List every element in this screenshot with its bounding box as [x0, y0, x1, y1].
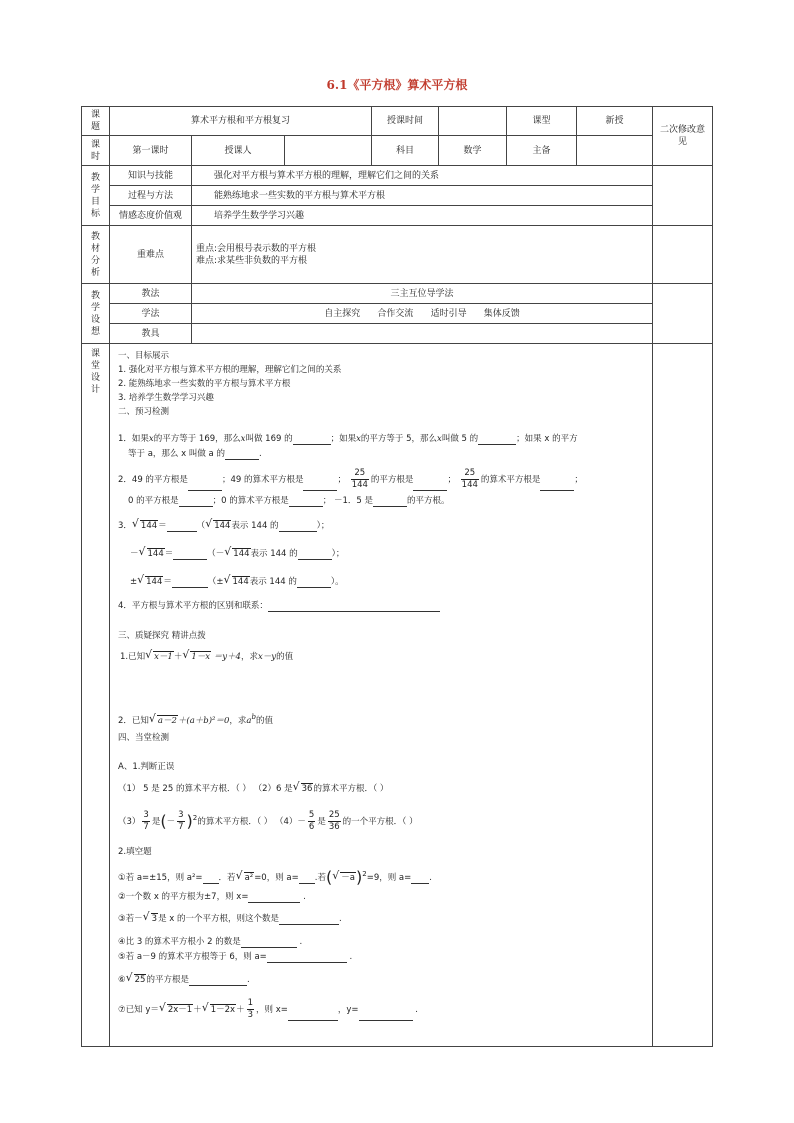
topic-label: 课 题: [82, 107, 110, 136]
period-label: 课 时: [82, 136, 110, 166]
part-a-1-title: A、1.判断正误: [118, 762, 175, 772]
goal-key-1: 知识与技能: [110, 166, 192, 186]
example-2: 2．已知√ a－2＋(a＋b)²＝0，求$a^b$的值: [118, 711, 273, 727]
analysis-label: 教 材 分 析: [82, 226, 110, 284]
section-3-title: 三、质疑探究 精讲点拨: [118, 631, 206, 641]
answer-blank[interactable]: [279, 915, 339, 925]
study-value: 自主探究 合作交流 适时引导 集体反馈: [192, 304, 653, 324]
goal-value-1: 强化对平方根与算术平方根的理解，理解它们之间的关系: [192, 166, 653, 186]
question-1: 1．如果x的平方等于 169，那么x叫做 169 的 ；如果x的平方等于 5，那么x叫做 5 的 ；如果 x 的平方: [118, 434, 578, 444]
answer-blank[interactable]: [167, 522, 197, 532]
fill-2: ②一个数 x 的平方根为±7，则 x= .: [118, 892, 306, 902]
answer-blank[interactable]: [189, 976, 247, 986]
type-label: 课型: [507, 107, 577, 136]
goal-value-3: 培养学生数学学习兴趣: [192, 206, 653, 226]
fill-6: ⑥√ 25的平方根是 .: [118, 974, 250, 986]
question-2: 2．49 的平方根是 ；49 的算术平方根是 ； $\frac{25}{144}$ 的平方根是 ； $\frac{25}{144}$ 的算术平方根是 ；: [118, 468, 583, 490]
answer-blank[interactable]: [173, 550, 207, 560]
fill-4: ④比 3 的算术平方根小 2 的数是 .: [118, 937, 303, 947]
question-3b: －√ 144＝ （－√ 144表示 144 的 ）；: [130, 548, 344, 560]
answer-blank[interactable]: [179, 497, 213, 507]
lesson-plan-table: [81, 106, 713, 1047]
fill-7: ⑦已知 y＝√ 2x－1＋√ 1－2x＋ $\frac{1}{3}$ ，则 x= ，y= .: [118, 998, 418, 1021]
tool-value: [192, 324, 653, 344]
goal-value-2: 能熟练地求一些实数的平方根与算术平方根: [192, 186, 653, 206]
goal-line-1: 1. 强化对平方根与算术平方根的理解，理解它们之间的关系: [118, 365, 342, 375]
section-1-title: 一、目标展示: [118, 351, 170, 361]
period-value: 第一课时: [110, 136, 192, 166]
answer-blank[interactable]: [299, 874, 315, 884]
fill-5: ⑤若 a－9 的算术平方根等于 6，则 a= .: [118, 952, 353, 962]
revise-design: [653, 284, 713, 344]
tool-label: 教具: [110, 324, 192, 344]
design-label: 教 学 设 想: [82, 284, 110, 344]
key-point: 重点:会用根号表示数的平方根: [196, 243, 317, 254]
question-3c: ±√ 144＝ （±√ 144表示 144 的 ）。: [130, 576, 344, 588]
answer-blank[interactable]: [172, 578, 208, 588]
time-label: 授课时间: [372, 107, 439, 136]
answer-blank[interactable]: [203, 874, 219, 884]
method-label: 教法: [110, 284, 192, 304]
answer-blank[interactable]: [411, 874, 429, 884]
answer-blank[interactable]: [268, 602, 440, 612]
time-value: [439, 107, 507, 136]
key-points-label: 重难点: [110, 226, 192, 284]
answer-blank[interactable]: [297, 578, 331, 588]
answer-blank[interactable]: [241, 938, 297, 948]
topic-value: 算术平方根和平方根复习: [110, 107, 372, 136]
prep-label: 主备: [507, 136, 577, 166]
revise-analysis: [653, 226, 713, 284]
answer-blank[interactable]: [289, 497, 323, 507]
answer-blank[interactable]: [359, 1011, 413, 1021]
answer-blank[interactable]: [279, 522, 317, 532]
revise-label: 二次修改意见: [653, 107, 713, 166]
goals-label: 教 学 目 标: [82, 166, 110, 226]
key-points: [192, 226, 653, 284]
answer-blank[interactable]: [478, 435, 516, 445]
teacher-cell: [192, 136, 372, 166]
question-1-cont: 等于 a，那么 x 叫做 a 的 .: [128, 449, 262, 459]
part-a-2-title: 2.填空题: [118, 847, 152, 857]
question-3a: 3．√ 144＝ （√ 144表示 144 的 ）；: [118, 520, 329, 532]
goal-line-3: 3. 培养学生数学学习兴趣: [118, 393, 214, 403]
page-title: 6.1《平方根》算术平方根: [326, 78, 468, 92]
lesson-label: 课 堂 设 计: [82, 344, 110, 1047]
judge-3-4: （3） $\frac{3}{7}$ 是(－ $\frac{3}{7}$ )$^2$的算术平方根．（ ） （4）－ $\frac{5}{6}$ 是 $\frac{25}{36}$ 的一个平方根．（ ）: [118, 810, 418, 832]
answer-blank[interactable]: [225, 450, 259, 460]
answer-blank[interactable]: [303, 481, 337, 491]
section-4-title: 四、当堂检测: [118, 733, 170, 743]
prep-value: [577, 136, 653, 166]
example-1: 1.已知√ x－1＋√ 1－x ＝y＋4，求x－y的值: [120, 651, 293, 663]
answer-blank[interactable]: [373, 497, 407, 507]
answer-blank[interactable]: [288, 1011, 338, 1021]
answer-blank[interactable]: [540, 481, 574, 491]
fill-1: ①若 a=±15，则 a²= ．若√ a²=0，则 a= .若(√ －a)$^2$=9，则 a= .: [118, 868, 432, 884]
goal-key-2: 过程与方法: [110, 186, 192, 206]
subject-label: 科目: [372, 136, 439, 166]
method-value: 三主互位导学法: [192, 284, 653, 304]
answer-blank[interactable]: [248, 893, 300, 903]
revise-lesson: [653, 344, 713, 1047]
revise-goals: [653, 166, 713, 226]
goal-line-2: 2. 能熟练地求一些实数的平方根与算术平方根: [118, 379, 291, 389]
answer-blank[interactable]: [188, 481, 222, 491]
question-2-cont: 0 的平方根是 ；0 的算术平方根是 ； －1．5 是 的平方根。: [128, 496, 450, 506]
lesson-content: [110, 344, 653, 1047]
judge-1-2: （1） 5 是 25 的算术平方根．（ ） （2）6 是√ 36的算术平方根．（ ）: [118, 783, 388, 795]
subject-value: 数学: [439, 136, 507, 166]
question-4: 4．平方根与算术平方根的区别和联系：: [118, 600, 440, 612]
hard-point: 难点:求某些非负数的平方根: [196, 255, 308, 266]
fill-3: ③若－√ 3是 x 的一个平方根，则这个数是 .: [118, 913, 342, 925]
study-label: 学法: [110, 304, 192, 324]
section-2-title: 二、预习检测: [118, 407, 170, 417]
answer-blank[interactable]: [413, 481, 447, 491]
teacher-label: 授课人: [192, 136, 285, 165]
goal-key-3: 情感态度价值观: [110, 206, 192, 226]
answer-blank[interactable]: [293, 435, 331, 445]
answer-blank[interactable]: [298, 550, 332, 560]
type-value: 新授: [577, 107, 653, 136]
answer-blank[interactable]: [267, 953, 347, 963]
